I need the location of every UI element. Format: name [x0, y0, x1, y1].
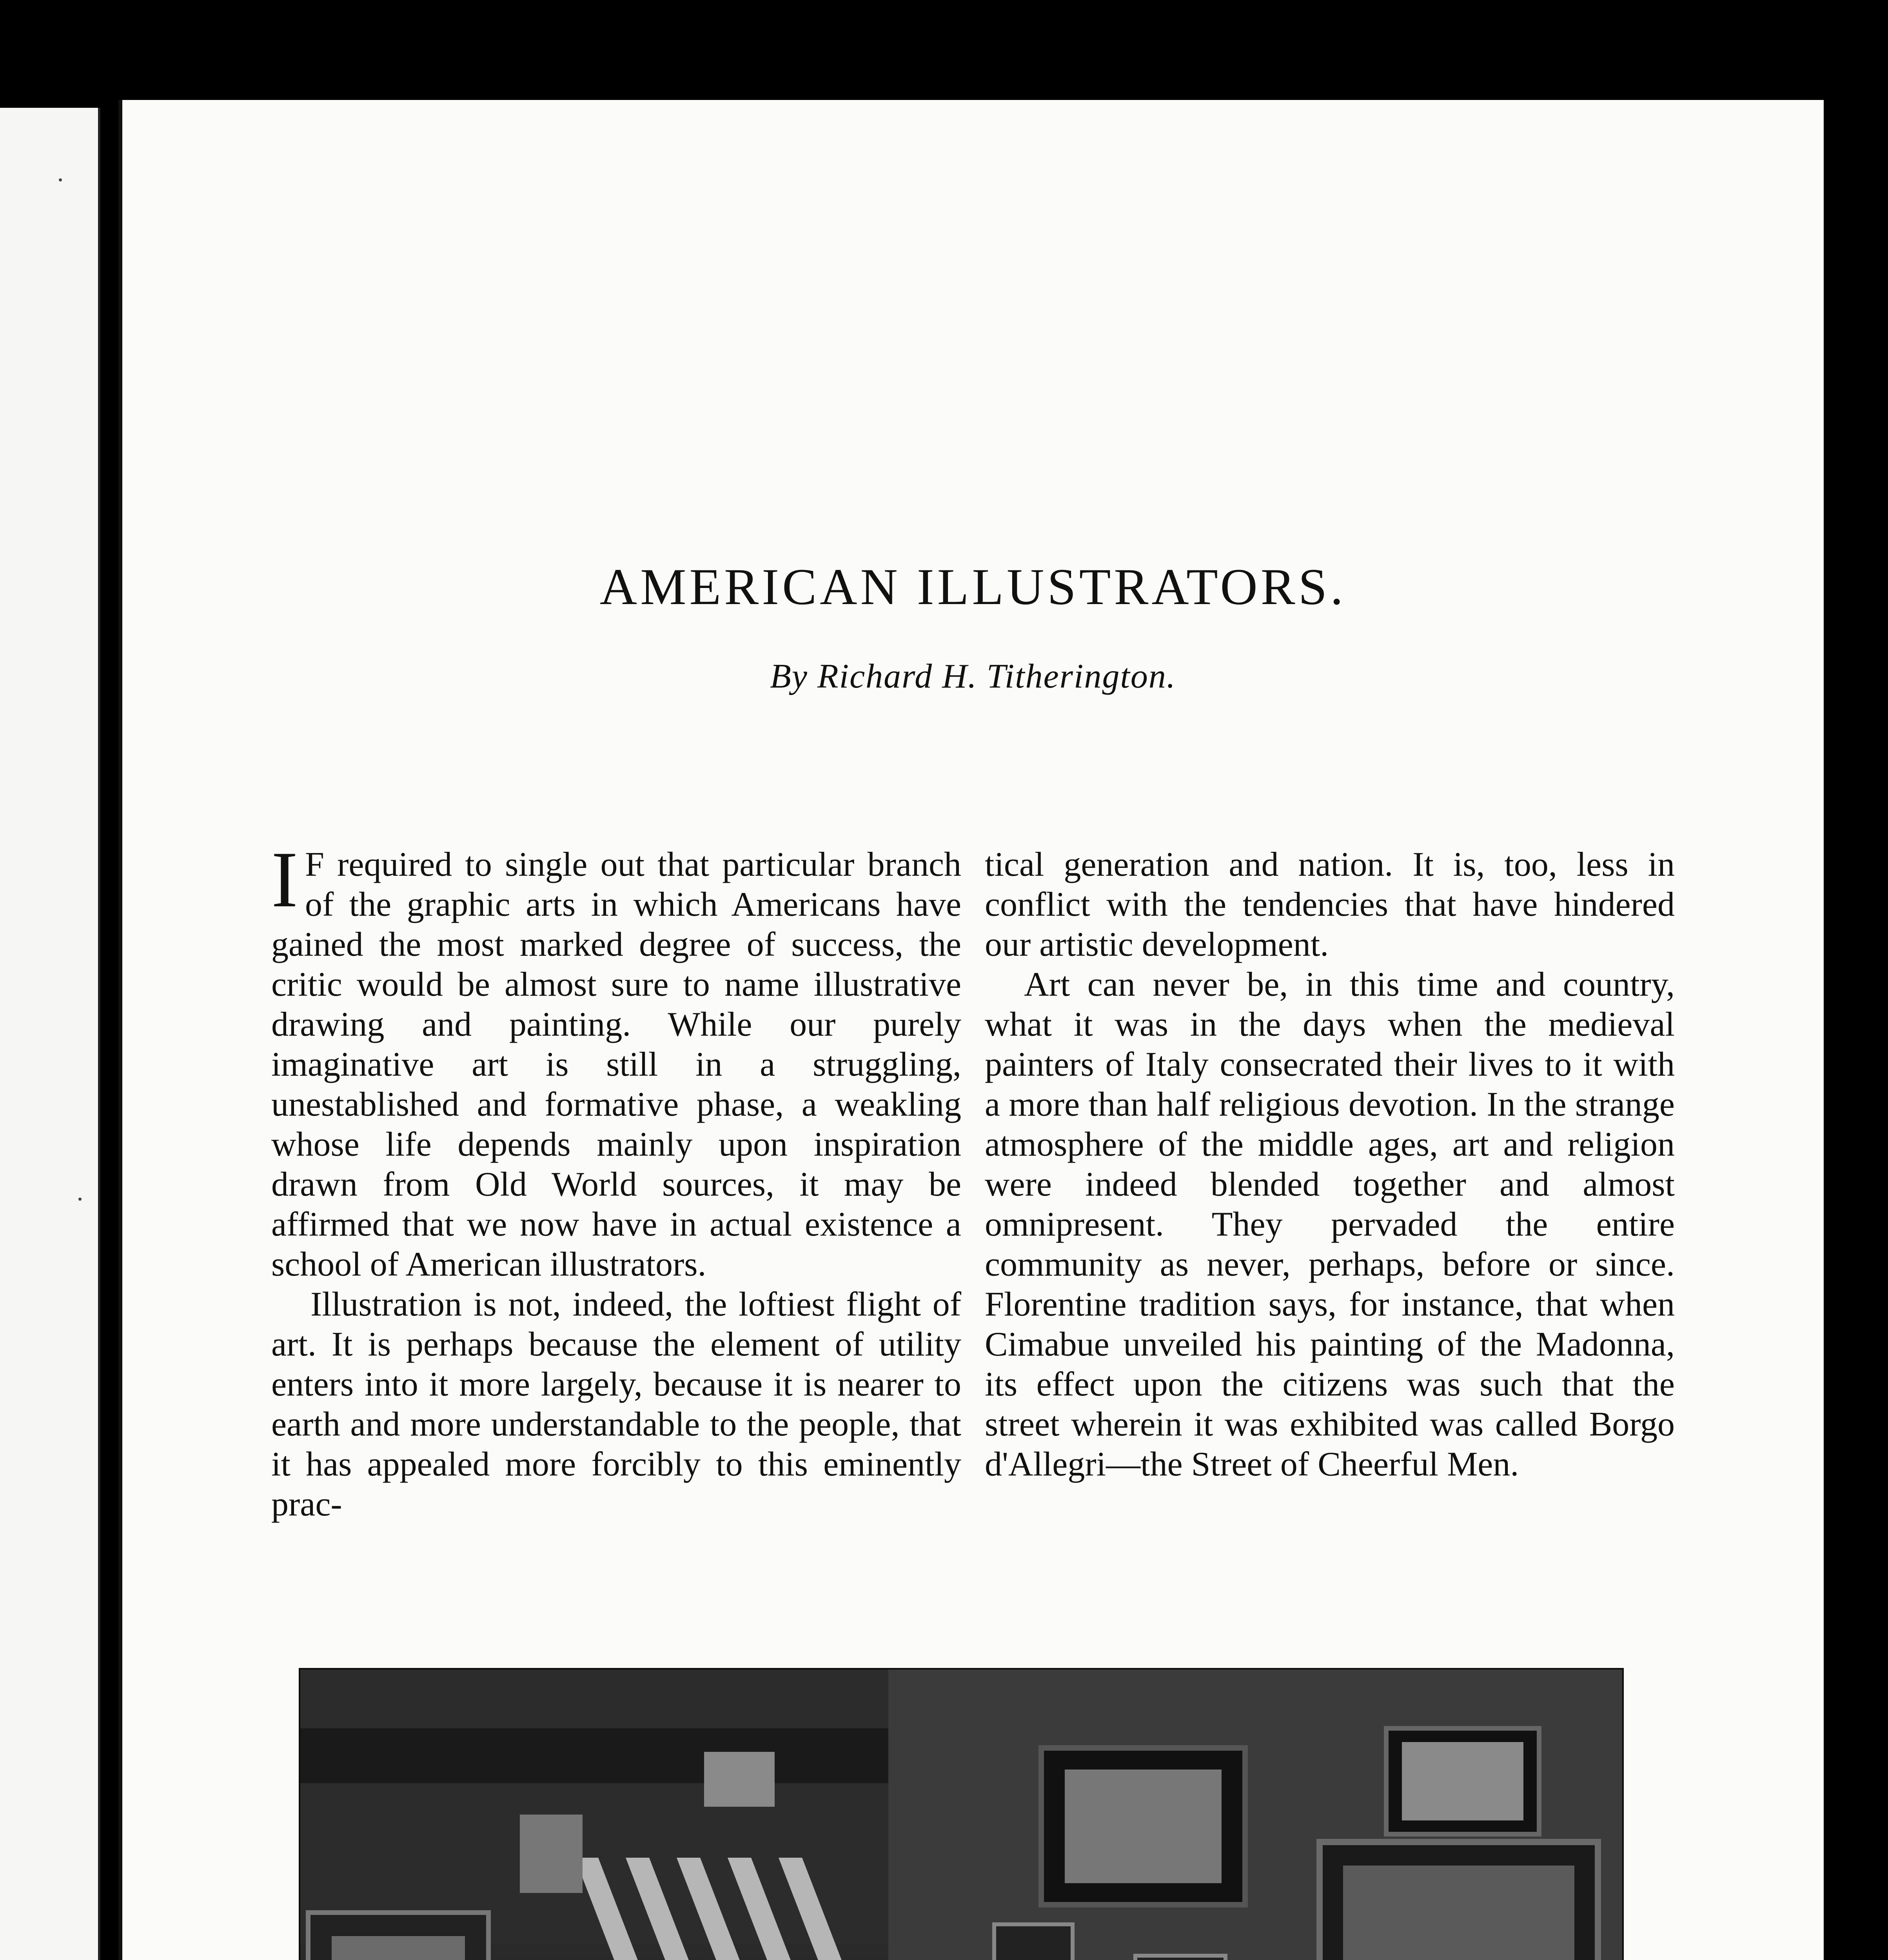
paragraph: tical generation and nation. It is, too, less in conflict with the tendencies that have hindered our artistic development. [985, 846, 1675, 964]
text-column-left [271, 835, 961, 1524]
page-speck [59, 178, 62, 181]
article-byline: By Richard H. Titherington. [770, 657, 1176, 695]
facing-page-edge [0, 108, 100, 1960]
text-column-right [985, 845, 1675, 1485]
magazine-page [118, 100, 1824, 1960]
page-speck [78, 1198, 82, 1201]
article-title: AMERICAN ILLUSTRATORS. [599, 558, 1347, 615]
paragraph: Illustration is not, indeed, the loftiest flight of art. It is perhaps because the element of utility enters into it more largely, because it is nearer to earth and more understandable to the people, that it has appealed more forcibly to this eminently prac- [271, 1285, 961, 1523]
paragraph-text: F required to single out that particular branch of the graphic arts in which Americans have gained the most marked degree of success, the critic would be almost sure to name illustrative drawing and painting. While our purely imaginative art is still in a struggling, unestablished and formative phase, a weakling whose life depends mainly upon inspiration drawn from Old World sources, it may be affirmed that we now have in actual existence a school of American illustrators. [271, 846, 961, 1283]
paragraph: Art can never be, in this time and country, what it was in the days when the medieval painters of Italy consecrated their lives to it with a more than half religious devotion. In the strange atmosphere of the middle ages, art and religion were indeed blended together and almost omnipresent. They pervaded the entire community as never, perhaps, before or since. Florentine tradition says, for instance, that when Cimabue unveiled his painting of the Madonna, its effect upon the citizens was such that the street wherein it was exhibited was called Borgo d'Allegri—the Street of Cheerful Men. [985, 965, 1675, 1483]
studio-photograph-illustration [300, 1670, 1622, 1960]
paragraph [271, 835, 961, 1285]
studio-photograph [299, 1668, 1624, 1960]
drop-cap: I [271, 835, 298, 924]
